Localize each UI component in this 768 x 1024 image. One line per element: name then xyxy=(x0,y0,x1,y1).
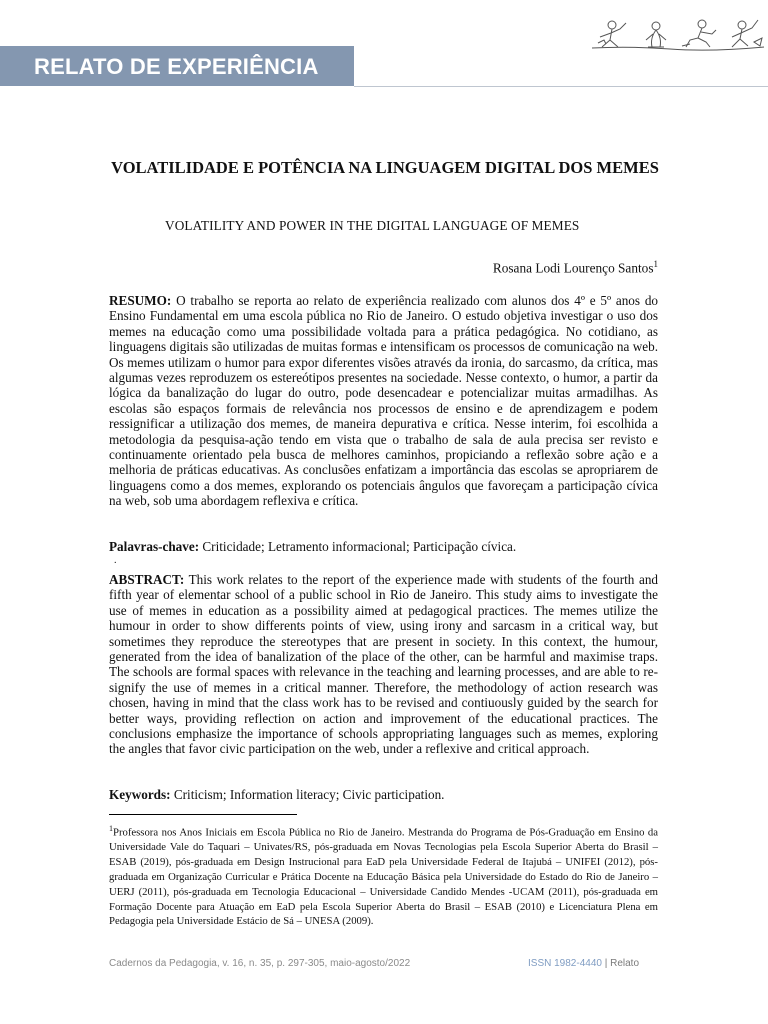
abstract-paragraph xyxy=(109,572,658,757)
footnote xyxy=(109,822,658,929)
footer-citation: Cadernos da Pedagogia, v. 16, n. 35, p. 297-305, maio-agosto/2022 xyxy=(109,958,411,969)
separator-dot: . xyxy=(114,555,117,566)
author-footnote-mark: 1 xyxy=(653,259,658,269)
article-author xyxy=(493,259,658,276)
resumo-label: RESUMO: xyxy=(109,293,172,308)
keywords-label: Keywords: xyxy=(109,787,171,802)
section-banner xyxy=(0,46,354,86)
abstract-text: This work relates to the report of the experience made with students of the fourth and fifth year of elementar school of a public school in Rio de Janeiro. This study aims to investigate the use of memes in education as a possibility aimed at pedagogical practices. The memes utilize the humour in order to show differents points of view, using irony and sarcasm in a critical way, but sometimes they reproduce the stereotypes that are present in society. In this context, the humour, generated from the idea of banalization of the place of the other, can be harmful and maximise traps. The schools are formal spaces with relevance in the teaching and learning processes, and are able to re-signify the use of memes in a critical manner. Therefore, the methodology of action research was chosen, having in mind that the class work has to be revised and contiuously guided by the search for better ways, providing reflection on action and improvement of the educational practices. The conclusions emphasize the importance of schools appropriating languages such as memes, exploring the angles that favor civic participation on the web, under a reflexive and critical approach. xyxy=(109,572,659,757)
author-name: Rosana Lodi Lourenço Santos xyxy=(492,260,654,276)
palavras-chave-paragraph xyxy=(109,539,658,554)
resumo-paragraph xyxy=(109,293,658,509)
keywords-paragraph xyxy=(109,787,658,802)
figures-illustration-icon xyxy=(590,16,766,52)
footer-issn-section xyxy=(528,958,639,969)
footer-issn: ISSN 1982-4440 xyxy=(528,958,602,969)
footnote-text: Professora nos Anos Iniciais em Escola Pública no Rio de Janeiro. Mestranda do Programa de Pós-Graduação em Ensino da Universidade Vale do Taquari – Univates/RS, pós-graduada em Novas Tecnologias pela Escola Superior Aberta do Brasil – ESAB (2019), pós-graduada em Design Instrucional para EaD pela Universidade Federal de Itajubá – UNIFEI (2012), pós-graduada em Organização Curricular e Prática Docente na Educação Básica pela Universidade do Estado do Rio de Janeiro – UERJ (2011), pós-graduada em Tecnologia Educacional – Universidade Candido Mendes -UCAM (2011), pós-graduada em Formação Docente para Atuação em EaD pela Escola Superior Aberta do Brasil – ESAB (2010) e Licenciatura Plena em Pedagogia pela Universidade Estácio de Sá – UNESA (2009). xyxy=(109,826,658,928)
footnote-mark: 1 xyxy=(109,824,113,833)
resumo-text: O trabalho se reporta ao relato de experiência realizado com alunos dos 4º e 5º anos do Ensino Fundamental em uma escola pública no Rio de Janeiro. O estudo objetiva investigar o uso dos memes na educação como uma possibilidade voltada para a prática pedagógica. No cotidiano, as linguagens digitais são utilizadas de muitas formas e intensificam os processos de comunicação na web. Os memes utilizam o humor para expor diferentes visões através da ironia, do sarcasmo, da crítica, mas algumas vezes reproduzem os estereótipos presentes na sociedade. Nesse contexto, o humor, a partir da lógica da banalização do lugar do outro, pode desencadear e potencializar muitas armadilhas. As escolas são espaços formais de relevância nos processos de ensino e de aprendizagem e podem ressignificar a utilização dos memes, de maneira depurativa e crítica. Nesse interim, foi escolhida a metodologia da pesquisa-ação tendo em vista que o trabalho de sala de aula precisa ser revisto e continuamente orientado pela busca de melhores caminhos, propiciando a reflexão sobre ação e a melhoria de práticas educativas. As conclusões enfatizam a importância das escolas se apropriarem de linguagens como a dos memes, explorando os potenciais ângulos que favoreçam a participação cívica na web, sob uma abordagem reflexiva e crítica. xyxy=(109,293,659,509)
article-title: VOLATILIDADE E POTÊNCIA NA LINGUAGEM DIGITAL DOS MEMES xyxy=(111,158,659,177)
section-label: RELATO DE EXPERIÊNCIA xyxy=(34,54,319,79)
abstract-label: ABSTRACT: xyxy=(109,572,185,587)
header-rule xyxy=(354,86,768,87)
palavras-chave-text: Criticidade; Letramento informacional; Participação cívica. xyxy=(202,539,517,554)
palavras-chave-label: Palavras-chave: xyxy=(109,539,200,554)
footer-separator: | xyxy=(601,958,611,969)
footer-section: Relato xyxy=(610,958,640,969)
article-subtitle: VOLATILITY AND POWER IN THE DIGITAL LANGUAGE OF MEMES xyxy=(165,218,580,233)
keywords-text: Criticism; Information literacy; Civic participation. xyxy=(173,787,445,802)
footnote-rule xyxy=(109,814,297,815)
